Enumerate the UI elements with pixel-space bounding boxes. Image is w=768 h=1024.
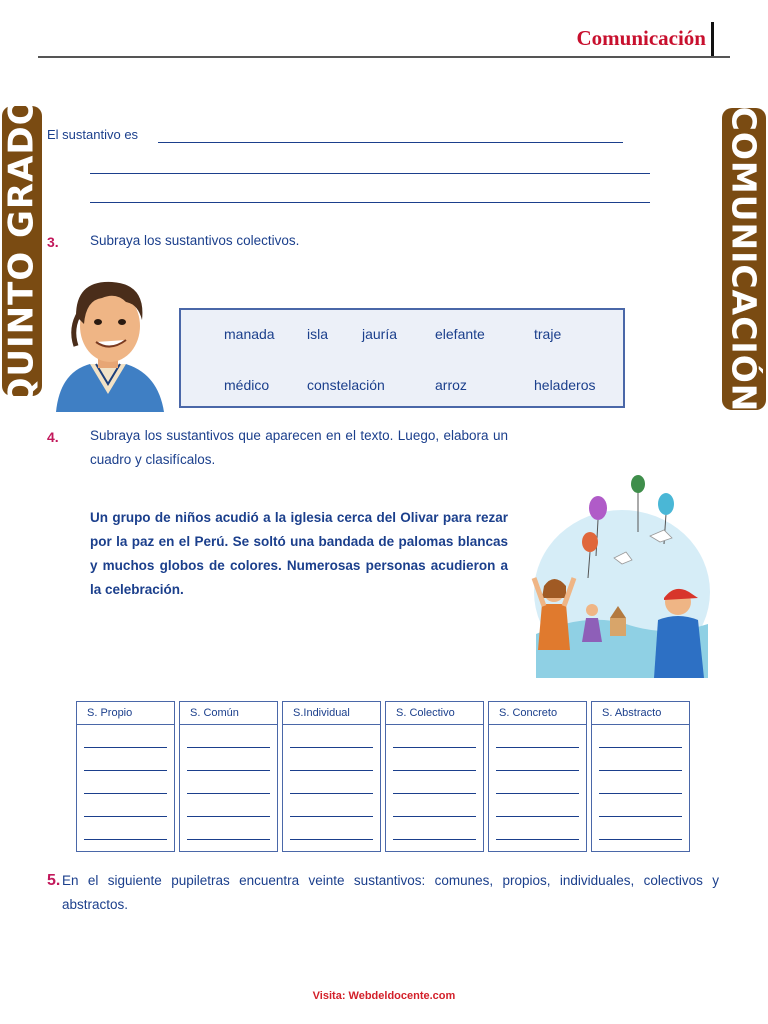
answer-line[interactable]: [187, 770, 270, 771]
answer-line[interactable]: [599, 839, 682, 840]
definition-answer-line: [90, 173, 650, 174]
classification-header: S.Individual: [283, 702, 380, 725]
answer-line[interactable]: [599, 793, 682, 794]
word-item[interactable]: manada: [224, 326, 275, 342]
word-item[interactable]: jauría: [362, 326, 398, 342]
answer-line[interactable]: [290, 793, 373, 794]
side-tab-subject: [722, 108, 766, 410]
celebration-illustration: [526, 474, 710, 678]
classification-column: [591, 701, 690, 852]
definition-answer-line: [90, 202, 650, 203]
definition-label: El sustantivo es: [47, 127, 139, 142]
answer-line[interactable]: [84, 816, 167, 817]
side-tab-grade-label: QUINTO GRADO: [2, 95, 43, 407]
classification-column: [488, 701, 587, 852]
word-item[interactable]: constelación: [307, 377, 385, 393]
word-item[interactable]: heladeros: [534, 377, 596, 393]
classification-column: [282, 701, 381, 852]
word-item[interactable]: elefante: [435, 326, 485, 342]
boy-illustration: [46, 272, 170, 412]
answer-line[interactable]: [393, 747, 476, 748]
answer-line[interactable]: [393, 816, 476, 817]
answer-line[interactable]: [599, 770, 682, 771]
exercise-4-passage: Un grupo de niños acudió a la iglesia cerca del Olivar para rezar por la paz en el Perú. Se soltó una bandada de palomas blancas y muchos globos de colores. Numerosas personas acudieron a la celebración.: [90, 510, 508, 597]
answer-line[interactable]: [393, 770, 476, 771]
answer-line[interactable]: [84, 793, 167, 794]
answer-line[interactable]: [496, 770, 579, 771]
header-rule: [38, 56, 730, 58]
answer-line[interactable]: [84, 747, 167, 748]
exercise-4-instruction: Subraya los sustantivos que aparecen en el texto. Luego, elabora un cuadro y clasifícalos.: [90, 428, 508, 467]
classification-column: [76, 701, 175, 852]
word-item[interactable]: isla: [307, 326, 329, 342]
answer-line[interactable]: [496, 839, 579, 840]
classification-header: S. Abstracto: [592, 702, 689, 725]
answer-line[interactable]: [187, 747, 270, 748]
side-tab-grade: [2, 95, 43, 407]
word-item[interactable]: arroz: [435, 377, 467, 393]
answer-line[interactable]: [187, 816, 270, 817]
answer-line[interactable]: [290, 839, 373, 840]
answer-line[interactable]: [84, 770, 167, 771]
answer-line[interactable]: [84, 839, 167, 840]
exercise-5-instruction: [62, 869, 719, 917]
definition-answer-line: [158, 142, 623, 143]
classification-column: [385, 701, 484, 852]
exercise-5-number: 5.: [47, 872, 61, 889]
word-item[interactable]: médico: [224, 377, 270, 393]
collective-nouns-word-box: [179, 308, 625, 408]
answer-line[interactable]: [599, 747, 682, 748]
classification-header: S. Colectivo: [386, 702, 483, 725]
answer-line[interactable]: [290, 747, 373, 748]
answer-line[interactable]: [393, 793, 476, 794]
page-header-title: Comunicación: [576, 26, 706, 50]
answer-line[interactable]: [290, 816, 373, 817]
exercise-3-number: 3.: [47, 234, 59, 250]
answer-line[interactable]: [393, 839, 476, 840]
header-divider: [711, 22, 714, 56]
answer-line[interactable]: [599, 816, 682, 817]
side-tab-subject-label: COMUNICACIÓN: [724, 106, 764, 412]
exercise-4-number: 4.: [47, 429, 59, 445]
classification-column: [179, 701, 278, 852]
classification-header: S. Común: [180, 702, 277, 725]
classification-header: S. Propio: [77, 702, 174, 725]
classification-header: S. Concreto: [489, 702, 586, 725]
answer-line[interactable]: [496, 793, 579, 794]
word-item[interactable]: traje: [534, 326, 562, 342]
answer-line[interactable]: [187, 839, 270, 840]
answer-line[interactable]: [290, 770, 373, 771]
exercise-3-instruction: Subraya los sustantivos colectivos.: [90, 233, 300, 248]
footer-website[interactable]: Visita: Webdeldocente.com: [312, 990, 456, 1002]
exercise-5-instruction-text: En el siguiente pupiletras encuentra veinte sustantivos: comunes, propios, individuales, colectivos y abstractos.: [62, 873, 719, 912]
answer-line[interactable]: [496, 747, 579, 748]
answer-line[interactable]: [187, 793, 270, 794]
answer-line[interactable]: [496, 816, 579, 817]
